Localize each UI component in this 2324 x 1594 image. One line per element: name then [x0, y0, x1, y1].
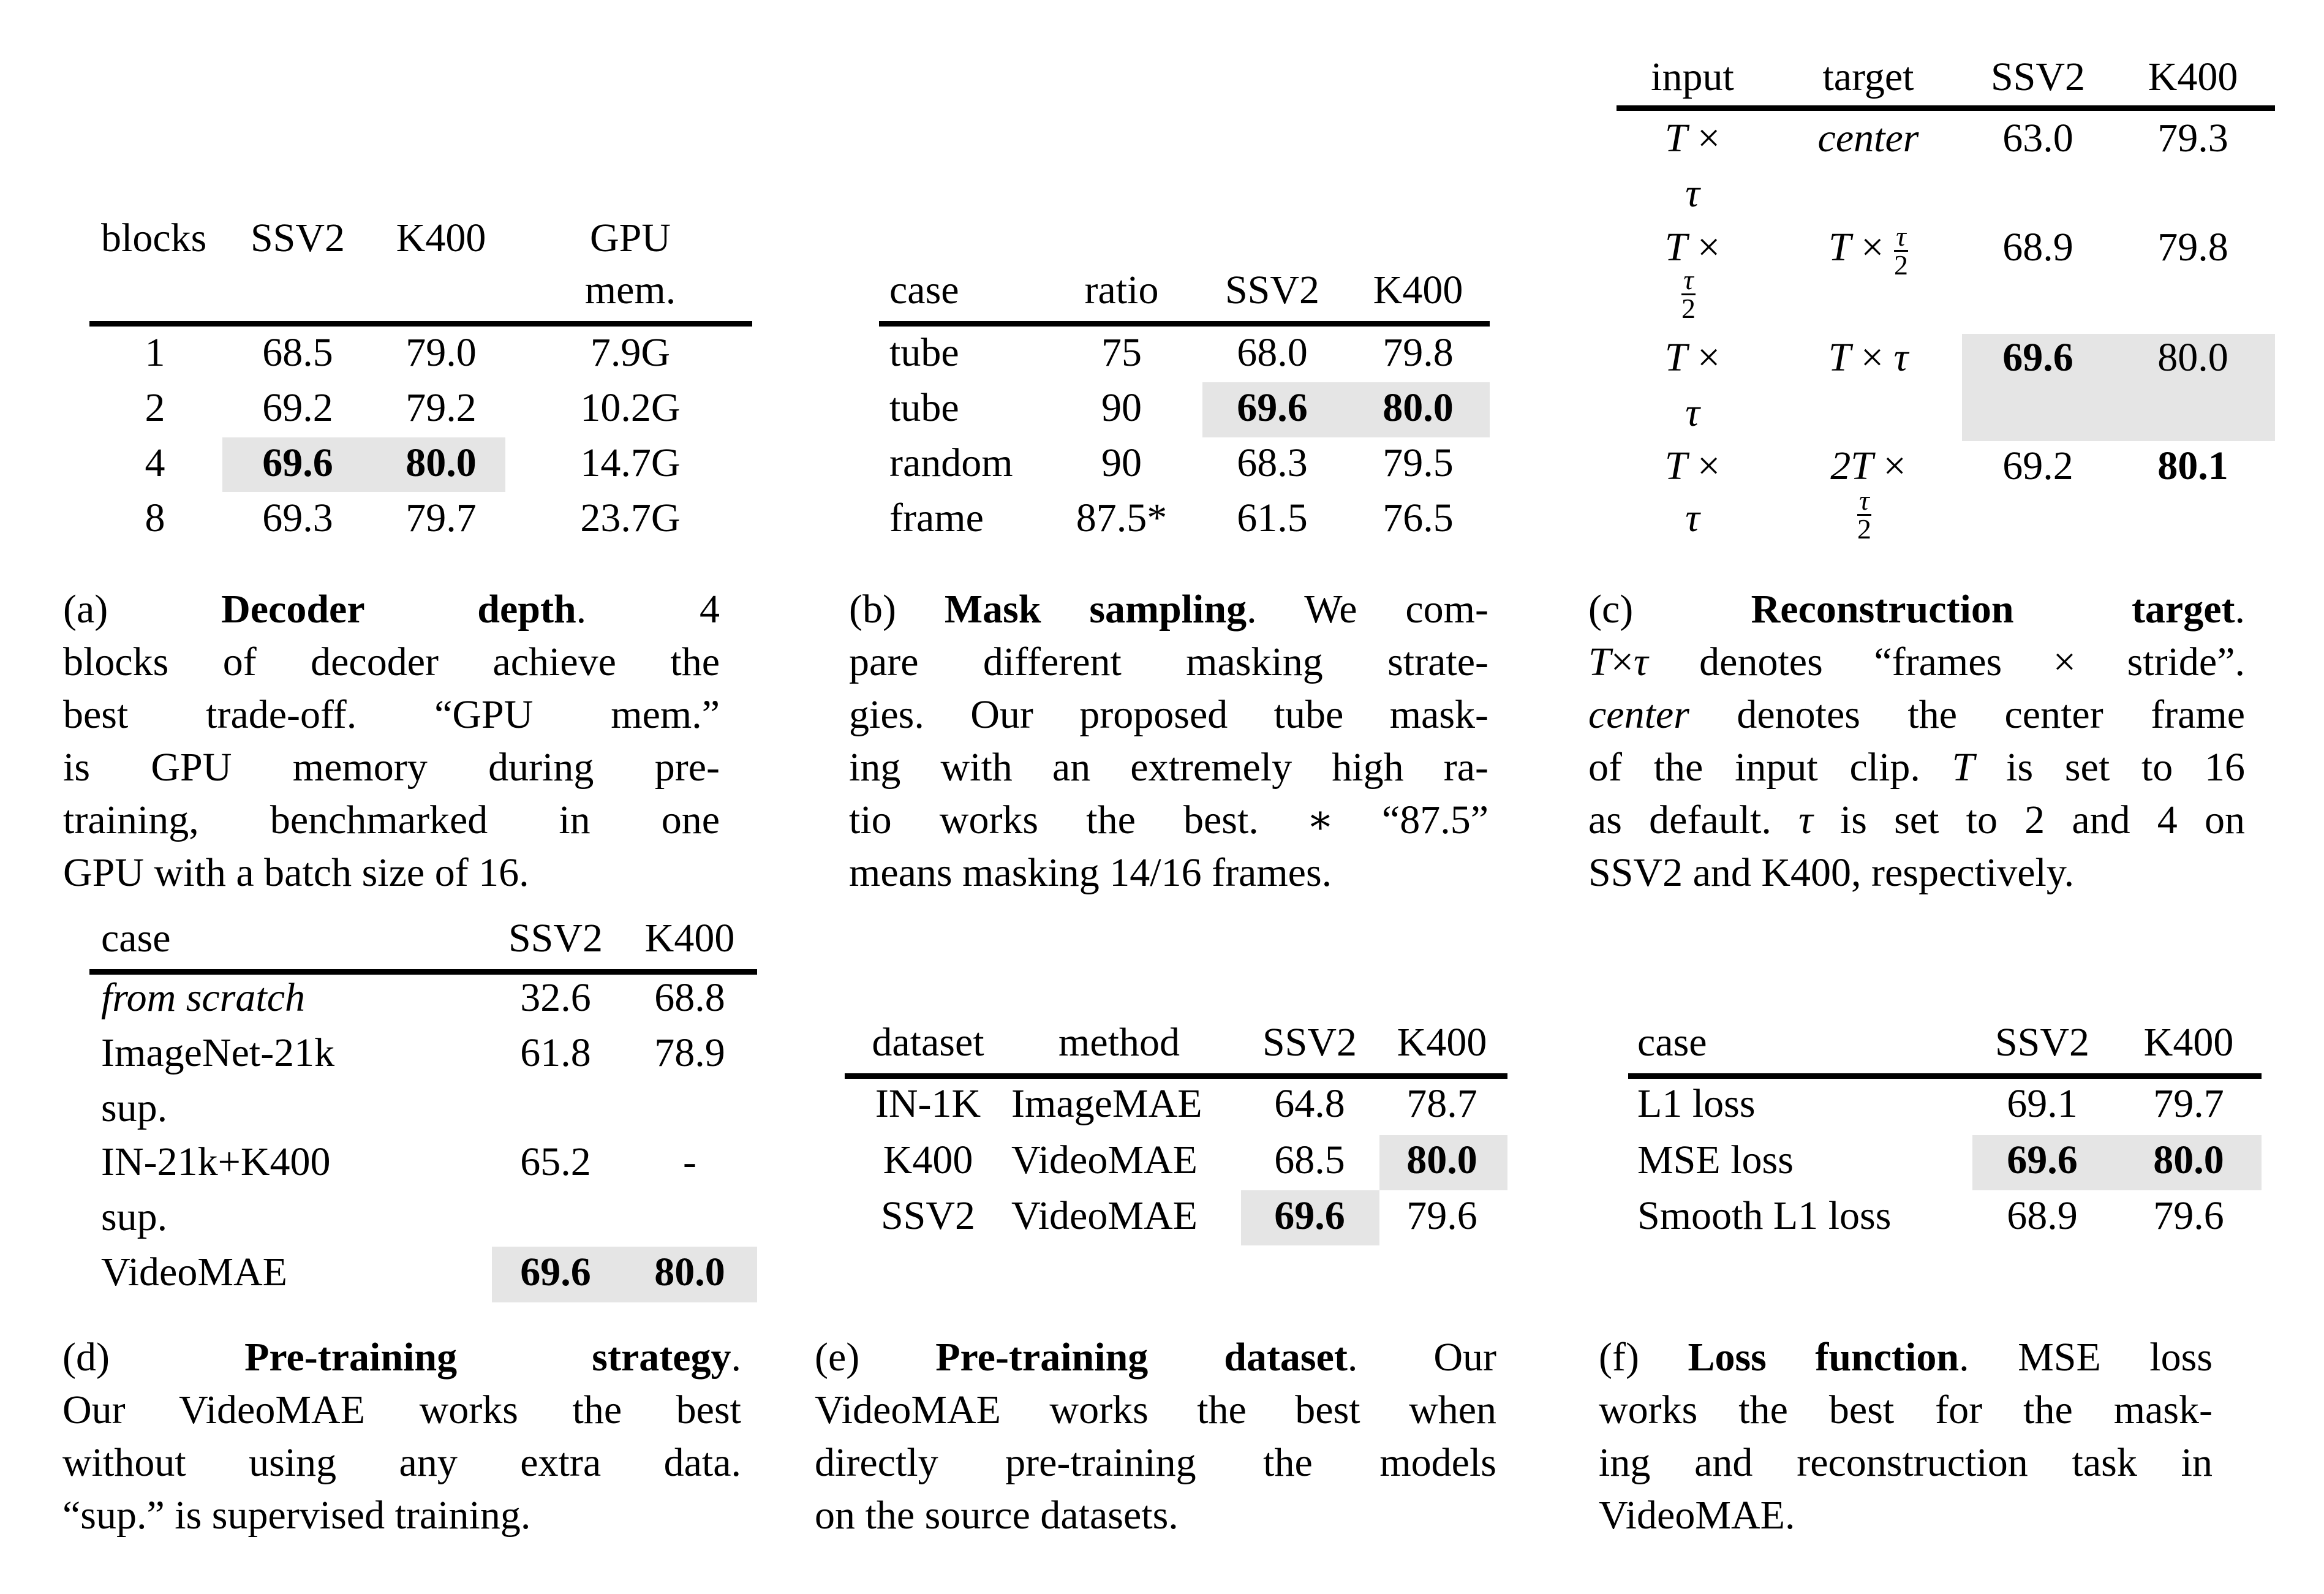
cell-ratio: 90 [1101, 440, 1142, 485]
caption-line: T×τ denotes “frames × stride”. [1588, 640, 2245, 684]
caption-line: blocks of decoder achieve the [63, 640, 720, 684]
cell-case: ImageNet-21k [101, 1030, 335, 1075]
caption-line: is GPU memory during pre- [63, 745, 720, 790]
cell-k400: 79.7 [2153, 1081, 2224, 1126]
cell-k400: 78.9 [654, 1030, 725, 1075]
cell-case: Smooth L1 loss [1637, 1193, 1892, 1238]
caption-reconstruction-target [1588, 583, 2245, 899]
cell-dataset: SSV2 [880, 1193, 976, 1238]
cell-target-fraction: $\frac{\tau}{2}$ [1857, 485, 1871, 545]
col-header-gpu-mem: mem. [584, 268, 676, 312]
cell-ssv2-best: 69.6 [2007, 1138, 2078, 1182]
cell-ssv2: 69.2 [262, 385, 333, 430]
caption-line: GPU with a batch size of 16. [63, 850, 529, 895]
cell-k400: 79.2 [406, 385, 477, 430]
caption-line: “sup.” is supervised training. [62, 1493, 531, 1538]
cell-method: VideoMAE [1011, 1193, 1198, 1238]
cell-blocks: 4 [145, 440, 165, 485]
caption-loss-function [1599, 1331, 2213, 1542]
caption-line: means masking 14/16 frames. [849, 850, 1332, 895]
caption-line: directly pre-training the models [815, 1440, 1496, 1485]
caption-line: best trade-off. “GPU mem.” [63, 692, 720, 737]
cell-ssv2-best: 69.6 [520, 1250, 591, 1294]
caption-pretraining-dataset [815, 1331, 1496, 1542]
cell-k400-best: 80.0 [2153, 1138, 2224, 1182]
caption-line: center denotes the center frame [1588, 692, 2246, 737]
cell-input: T × [1664, 444, 1721, 488]
caption-line: gies. Our proposed tube mask- [849, 692, 1488, 737]
col-header-k400: K400 [396, 216, 486, 260]
cell-gpu: 7.9G [590, 330, 671, 375]
col-header-dataset: dataset [872, 1020, 984, 1065]
caption-line: ing with an extremely high ra- [849, 745, 1488, 790]
cell-ssv2: 63.0 [2002, 116, 2073, 161]
cell-target: 2T × [1830, 444, 1906, 488]
cell-k400: 78.7 [1406, 1081, 1477, 1126]
cell-ssv2: 68.3 [1237, 440, 1308, 485]
cell-input: T × [1664, 116, 1721, 161]
caption-line: Our VideoMAE works the best [62, 1388, 741, 1432]
cell-k400: 79.8 [1383, 330, 1454, 375]
caption-line: training, benchmarked in one [63, 798, 720, 842]
cell-ssv2: 69.1 [2007, 1081, 2078, 1126]
caption-line: VideoMAE. [1599, 1493, 1795, 1538]
col-header-ssv2: SSV2 [250, 216, 345, 260]
cell-ssv2: 61.8 [520, 1030, 591, 1075]
caption-pretraining-strategy [62, 1331, 741, 1542]
cell-ssv2-best: 69.6 [2002, 335, 2073, 380]
caption-line: as default. τ is set to 2 and 4 on [1588, 798, 2245, 842]
cell-case: VideoMAE [101, 1250, 287, 1294]
cell-input-tau: τ [1685, 390, 1700, 435]
caption-line: (d) Pre-training strategy. [62, 1335, 741, 1380]
col-header-case: case [1637, 1020, 1707, 1065]
caption-line: (e) Pre-training dataset. Our [815, 1335, 1497, 1380]
cell-k400: 76.5 [1383, 496, 1454, 540]
col-header-k400: K400 [644, 916, 735, 961]
col-header-ratio: ratio [1084, 268, 1159, 312]
cell-case-cont: sup. [101, 1195, 168, 1239]
cell-dataset: K400 [883, 1138, 973, 1182]
caption-line: without using any extra data. [62, 1440, 741, 1485]
cell-method: VideoMAE [1011, 1138, 1198, 1182]
col-header-blocks: blocks [101, 216, 207, 260]
cell-k400-best: 80.0 [406, 440, 477, 485]
cell-k400: 79.3 [2157, 116, 2228, 161]
col-header-input: input [1651, 55, 1734, 99]
cell-dataset: IN-1K [875, 1081, 981, 1126]
caption-line: SSV2 and K400, respectively. [1588, 850, 2075, 895]
cell-input-tau: τ [1685, 496, 1700, 540]
col-header-ssv2: SSV2 [1224, 268, 1320, 312]
cell-k400: 68.8 [654, 975, 725, 1020]
cell-case: frame [889, 496, 984, 540]
col-header-ssv2: SSV2 [1990, 55, 2086, 99]
cell-ssv2: 69.3 [262, 496, 333, 540]
caption-line: (a) Decoder depth. 4 [63, 587, 720, 632]
col-header-case: case [889, 268, 959, 312]
cell-ssv2: 68.9 [2007, 1193, 2078, 1238]
col-header-k400: K400 [1397, 1020, 1487, 1065]
col-header-k400: K400 [2143, 1020, 2234, 1065]
cell-input: T × [1664, 335, 1721, 380]
col-header-ssv2: SSV2 [1262, 1020, 1357, 1065]
col-header-target: target [1822, 55, 1914, 99]
cell-case: MSE loss [1637, 1138, 1794, 1182]
cell-k400-best: 80.0 [1383, 385, 1454, 430]
cell-input-tau: τ [1685, 171, 1700, 216]
cell-method: ImageMAE [1011, 1081, 1202, 1126]
cell-k400: 79.8 [2157, 225, 2228, 270]
cell-case: IN-21k+K400 [101, 1139, 331, 1184]
cell-input-fraction: $\frac{\tau}{2}$ [1681, 264, 1696, 324]
table-rule [1617, 105, 2275, 111]
cell-blocks: 2 [145, 385, 165, 430]
cell-blocks: 8 [145, 496, 165, 540]
cell-ssv2-best: 69.6 [1274, 1193, 1345, 1238]
cell-ssv2: 61.5 [1237, 496, 1308, 540]
col-header-case: case [101, 916, 171, 961]
cell-case: from scratch [101, 975, 306, 1020]
cell-ssv2: 65.2 [520, 1139, 591, 1184]
col-header-k400: K400 [1373, 268, 1463, 312]
cell-ssv2-best: 69.6 [1237, 385, 1308, 430]
cell-k400-best: 80.0 [654, 1250, 725, 1294]
cell-input: T × [1664, 225, 1721, 270]
caption-line: tio works the best. ∗ “87.5” [849, 798, 1488, 842]
cell-case: random [889, 440, 1013, 485]
col-header-k400: K400 [2148, 55, 2238, 99]
caption-line: on the source datasets. [815, 1493, 1179, 1538]
cell-k400: 79.0 [406, 330, 477, 375]
cell-ssv2: 68.0 [1237, 330, 1308, 375]
cell-k400: 79.6 [2153, 1193, 2224, 1238]
cell-k400: 79.6 [1406, 1193, 1477, 1238]
cell-target: T × $\frac{\tau}{2}$ [1828, 221, 1908, 281]
cell-case: tube [889, 330, 959, 375]
cell-case: tube [889, 385, 959, 430]
cell-gpu: 10.2G [580, 385, 681, 430]
cell-k400: 79.7 [406, 496, 477, 540]
cell-k400-best: 80.1 [2157, 444, 2228, 488]
caption-line: ing and reconstruction task in [1599, 1440, 2213, 1485]
cell-k400: 79.5 [1383, 440, 1454, 485]
cell-k400: - [683, 1139, 696, 1184]
cell-ssv2: 68.9 [2002, 225, 2073, 270]
cell-ratio: 87.5* [1076, 496, 1168, 540]
cell-ssv2: 32.6 [520, 975, 591, 1020]
cell-blocks: 1 [145, 330, 165, 375]
cell-ratio: 90 [1101, 385, 1142, 430]
caption-line: pare different masking strate- [849, 640, 1488, 684]
cell-target: T × τ [1828, 335, 1909, 380]
cell-k400: 80.0 [2157, 335, 2228, 380]
cell-ssv2: 68.5 [1274, 1138, 1345, 1182]
cell-case-cont: sup. [101, 1086, 168, 1130]
caption-line: (b) Mask sampling. We com- [849, 587, 1489, 632]
caption-line: (f) Loss function. MSE loss [1599, 1335, 2213, 1380]
caption-line: VideoMAE works the best when [815, 1388, 1496, 1432]
cell-ssv2: 69.2 [2002, 444, 2073, 488]
cell-case: L1 loss [1637, 1081, 1756, 1126]
caption-line: of the input clip. T is set to 16 [1588, 745, 2245, 790]
cell-gpu: 14.7G [580, 440, 681, 485]
caption-decoder-depth [63, 583, 720, 899]
cell-target: center [1817, 116, 1919, 161]
caption-line: (c) Reconstruction target. [1588, 587, 2245, 632]
col-header-gpu: GPU [589, 216, 671, 260]
col-header-method: method [1058, 1020, 1180, 1065]
caption-line: works the best for the mask- [1599, 1388, 2213, 1432]
cell-ssv2: 64.8 [1274, 1081, 1345, 1126]
cell-k400-best: 80.0 [1406, 1138, 1477, 1182]
caption-mask-sampling [849, 583, 1488, 899]
cell-ssv2: 68.5 [262, 330, 333, 375]
cell-ratio: 75 [1101, 330, 1142, 375]
col-header-ssv2: SSV2 [1994, 1020, 2090, 1065]
cell-gpu: 23.7G [580, 496, 681, 540]
col-header-ssv2: SSV2 [508, 916, 603, 961]
cell-ssv2-best: 69.6 [262, 440, 333, 485]
